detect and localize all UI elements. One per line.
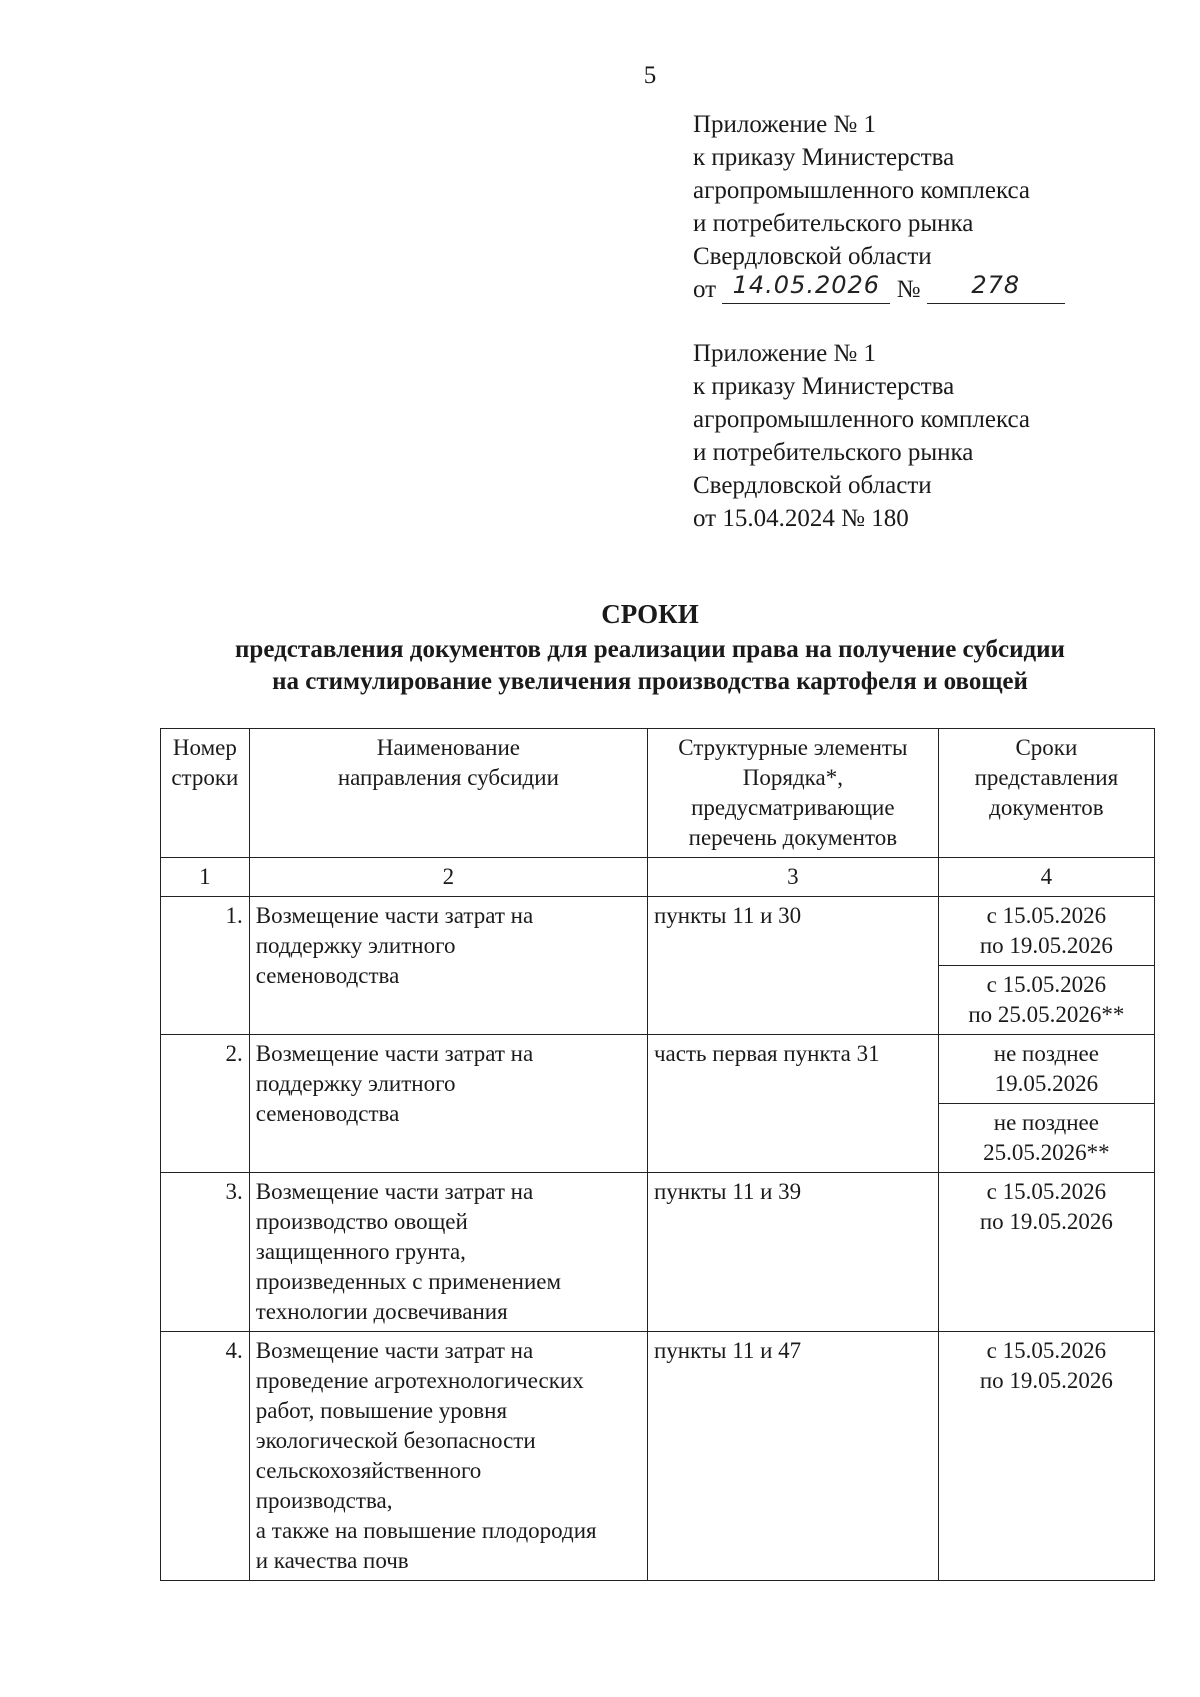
name-line: и качества почв [255,1548,409,1573]
handwritten-number: 278 [971,271,1021,299]
deadlines-table [160,728,1155,1581]
row-number: 1. [161,897,250,1035]
header-text: предусматривающие [691,795,895,820]
name-line: семеноводства [255,963,400,988]
name-line: Возмещение части затрат на [255,1338,534,1363]
name-line: Возмещение части затрат на [255,903,534,928]
name-line: Возмещение части затрат на [255,1179,534,1204]
handwritten-date: 14.05.2026 [732,271,881,299]
table-row [161,1332,1155,1581]
deadline-line: по 19.05.2026 [979,1368,1113,1393]
deadline-line: 25.05.2026** [983,1140,1110,1165]
page-number: 5 [643,62,657,89]
column-number: 2 [249,858,647,897]
appendix-old-line: к приказу Министерства [693,373,955,400]
title-main: СРОКИ [601,599,699,629]
header-text: Наименование [376,735,520,760]
structural-elements: часть первая пункта 31 [647,1035,938,1173]
appendix-old-line: Свердловской области [693,472,932,499]
header-text: перечень документов [688,825,898,850]
subsidy-name [249,1035,647,1173]
deadline-cell [938,1104,1154,1173]
header-text: представления [974,765,1119,790]
subsidy-name [249,1332,647,1581]
deadline-cell [938,1035,1154,1104]
deadline-line: с 15.05.2026 [986,1338,1107,1363]
table-row [161,897,1155,966]
appendix-old-line: Приложение № 1 [693,340,877,367]
name-line: экологической безопасности [255,1428,536,1453]
name-line: семеноводства [255,1101,400,1126]
header-text: строки [171,765,239,790]
appendix-old-line: от 15.04.2024 № 180 [693,505,909,532]
deadline-cell [938,966,1154,1035]
name-line: производство овощей [255,1209,468,1234]
header-subsidy-name [249,729,647,858]
appendix-new-line: Приложение № 1 [693,111,877,138]
title-sub-line: представления документов для реализации права на получение субсидии [235,636,1065,663]
header-text: Сроки [1015,735,1078,760]
deadline-line: по 19.05.2026 [979,933,1113,958]
deadline-cell [938,1173,1154,1332]
number-prefix: № [896,276,921,303]
appendix-new-line: и потребительского рынка [693,210,974,237]
structural-elements: пункты 11 и 30 [647,897,938,1035]
column-number: 4 [938,858,1154,897]
appendix-new-line: к приказу Министерства [693,144,955,171]
table-row [161,1035,1155,1104]
structural-elements: пункты 11 и 47 [647,1332,938,1581]
row-number: 4. [161,1332,250,1581]
appendix-new-line: Свердловской области [693,243,932,270]
header-text: направления субсидии [337,765,559,790]
table-row [161,1173,1155,1332]
name-line: произведенных с применением [255,1269,562,1294]
name-line: производства, [255,1488,393,1513]
header-text: документов [989,795,1104,820]
row-number: 3. [161,1173,250,1332]
name-line: работ, повышение уровня [255,1398,508,1423]
header-text: Номер [172,735,237,760]
column-number: 3 [647,858,938,897]
deadline-line: с 15.05.2026 [986,903,1107,928]
deadline-cell [938,1332,1154,1581]
name-line: Возмещение части затрат на [255,1041,534,1066]
appendix-old-line: и потребительского рынка [693,439,974,466]
deadline-line: с 15.05.2026 [986,972,1107,997]
appendix-header-new [693,108,1065,306]
name-line: поддержку элитного [255,933,456,958]
title-sub-line: на стимулирование увеличения производства картофеля и овощей [272,668,1028,695]
name-line: сельскохозяйственного [255,1458,482,1483]
header-text: Структурные элементы [678,735,908,760]
appendix-new-date-line [693,273,1065,306]
deadline-line: по 19.05.2026 [979,1209,1113,1234]
name-line: поддержку элитного [255,1071,456,1096]
column-number: 1 [161,858,250,897]
appendix-new-line: агропромышленного комплекса [693,177,1031,204]
table-header-row [161,729,1155,858]
date-prefix: от [693,276,717,303]
subsidy-name [249,897,647,1035]
structural-elements: пункты 11 и 39 [647,1173,938,1332]
appendix-header-old [693,337,1030,535]
date-field [722,273,890,304]
name-line: защищенного грунта, [255,1239,466,1264]
header-structural-elements [647,729,938,858]
header-deadlines [938,729,1154,858]
deadline-cell [938,897,1154,966]
deadline-line: не позднее [993,1110,1099,1135]
deadline-line: 19.05.2026 [994,1071,1099,1096]
name-line: а также на повышение плодородия [255,1518,597,1543]
appendix-old-line: агропромышленного комплекса [693,406,1031,433]
name-line: технологии досвечивания [255,1299,508,1324]
deadline-line: по 25.05.2026** [968,1002,1125,1027]
name-line: проведение агротехнологических [255,1368,584,1393]
document-title [0,596,1200,698]
row-number: 2. [161,1035,250,1173]
deadline-line: с 15.05.2026 [986,1179,1107,1204]
header-row-number [161,729,250,858]
column-number-row [161,858,1155,897]
subsidy-name [249,1173,647,1332]
header-text: Порядка*, [742,765,843,790]
deadline-line: не позднее [993,1041,1099,1066]
number-field [927,273,1065,304]
